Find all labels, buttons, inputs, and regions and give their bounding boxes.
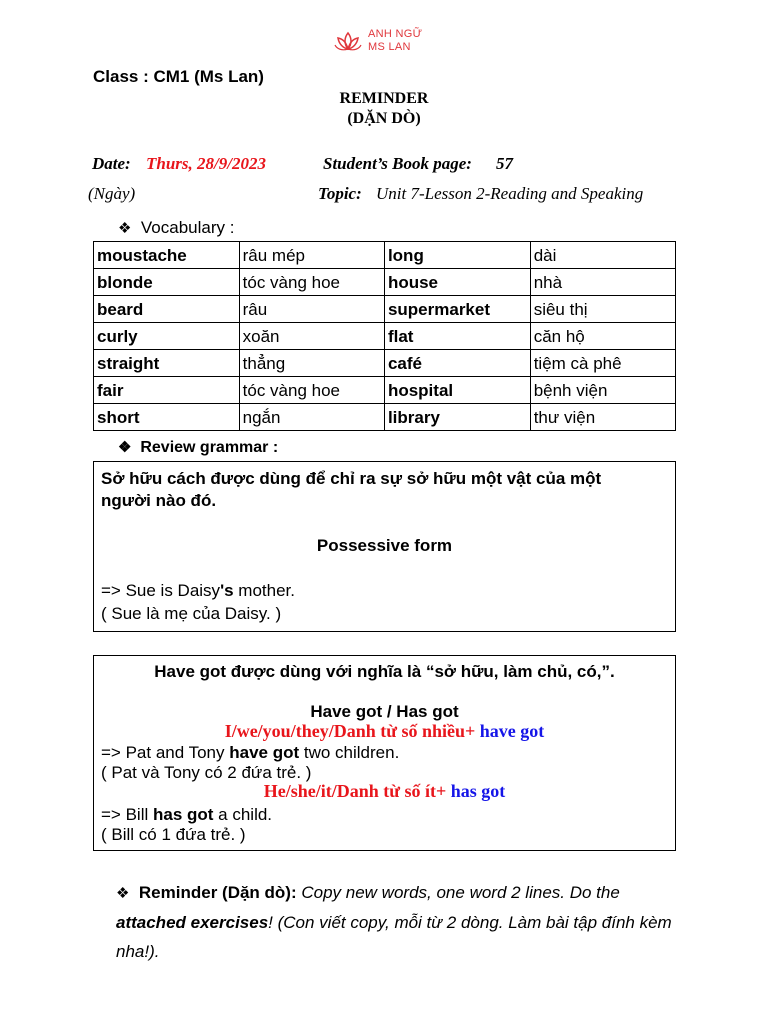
vocab-word: flat xyxy=(384,323,530,350)
table-row xyxy=(94,350,676,377)
has-got-example: => Bill has got a child. xyxy=(101,805,273,824)
vocabulary-table xyxy=(93,241,676,431)
possessive-box xyxy=(93,461,676,632)
vocab-word: beard xyxy=(94,296,240,323)
table-row xyxy=(94,242,676,269)
vocab-word: curly xyxy=(94,323,240,350)
have-got-example: => Pat and Tony have got two children. xyxy=(101,743,400,762)
diamond-bullet-icon: ❖ xyxy=(116,885,130,902)
possessive-example-vi: ( Sue là mẹ của Daisy. ) xyxy=(101,604,282,623)
diamond-bullet-icon: ❖ xyxy=(118,220,132,237)
vocab-meaning: dài xyxy=(530,242,675,269)
vocab-word: library xyxy=(384,404,530,431)
table-row xyxy=(94,377,676,404)
reminder-paragraph xyxy=(116,878,676,966)
title-dan-do: (DẶN DÒ) xyxy=(347,110,421,127)
table-row xyxy=(94,404,676,431)
vocab-meaning: siêu thị xyxy=(530,296,675,323)
vocab-word: straight xyxy=(94,350,240,377)
logo-line-2: MS LAN xyxy=(368,41,411,53)
has-got-rule: He/she/it/Danh từ số ít+ has got xyxy=(263,781,506,801)
vocab-meaning: râu xyxy=(239,296,384,323)
vocab-word: moustache xyxy=(94,242,240,269)
vocab-meaning: căn hộ xyxy=(530,323,675,350)
have-got-intro: Have got được dùng với nghĩa là “sở hữu, làm chủ, có,”. xyxy=(154,662,615,681)
logo-line-1: ANH NGỮ xyxy=(368,28,423,40)
topic-label: Topic: xyxy=(318,184,362,203)
vocab-meaning: nhà xyxy=(530,269,675,296)
date-value: Thurs, 28/9/2023 xyxy=(146,154,266,173)
reminder-heading: Reminder (Dặn dò): xyxy=(138,883,297,902)
vocab-word: house xyxy=(384,269,530,296)
reminder-text-2: ! (Con viết copy, mỗi từ 2 dòng. Làm bài tập đính kèm nha!). xyxy=(116,913,672,961)
vocab-meaning: tóc vàng hoe xyxy=(239,377,384,404)
vocab-word: short xyxy=(94,404,240,431)
book-page-label: Student’s Book page: xyxy=(323,154,472,173)
has-got-example-vi: ( Bill có 1 đứa trẻ. ) xyxy=(101,825,246,844)
grammar-heading xyxy=(118,438,278,457)
possessive-example: => Sue is Daisy's mother. xyxy=(101,581,295,600)
have-got-rule: I/we/you/they/Danh từ số nhiều+ have got xyxy=(224,721,545,741)
vocab-meaning: ngắn xyxy=(239,404,384,431)
grammar-heading-text: Review grammar : xyxy=(140,439,279,456)
vocab-meaning: râu mép xyxy=(239,242,384,269)
book-page-value: 57 xyxy=(496,154,513,173)
reminder-attached-exercises: attached exercises xyxy=(116,913,269,932)
date-vi-label: (Ngày) xyxy=(88,184,136,203)
vocab-word: hospital xyxy=(384,377,530,404)
possessive-intro-2: người nào đó. xyxy=(101,491,217,510)
table-row xyxy=(94,269,676,296)
vocabulary-heading-text: Vocabulary : xyxy=(140,218,235,237)
class-line: Class : CM1 (Ms Lan) xyxy=(93,67,264,86)
possessive-intro-1: Sở hữu cách được dùng để chỉ ra sự sở hữu một vật của một xyxy=(101,469,602,488)
reminder-text-1: Copy new words, one word 2 lines. Do the xyxy=(296,883,620,902)
diamond-bullet-icon: ❖ xyxy=(118,439,132,456)
vocab-meaning: thẳng xyxy=(239,350,384,377)
vocab-meaning: tiệm cà phê xyxy=(530,350,675,377)
vocab-word: café xyxy=(384,350,530,377)
vocab-word: supermarket xyxy=(384,296,530,323)
date-label: Date: xyxy=(92,154,131,173)
table-row xyxy=(94,296,676,323)
title-reminder: REMINDER xyxy=(339,90,429,107)
vocab-meaning: thư viện xyxy=(530,404,675,431)
have-got-form-title: Have got / Has got xyxy=(310,702,459,721)
have-got-example-vi: ( Pat và Tony có 2 đứa trẻ. ) xyxy=(101,763,312,782)
vocab-word: blonde xyxy=(94,269,240,296)
vocab-meaning: bệnh viện xyxy=(530,377,675,404)
vocab-meaning: xoăn xyxy=(239,323,384,350)
possessive-form-title: Possessive form xyxy=(316,536,453,555)
lotus-icon xyxy=(334,30,362,52)
vocab-word: fair xyxy=(94,377,240,404)
vocab-meaning: tóc vàng hoe xyxy=(239,269,384,296)
vocab-word: long xyxy=(384,242,530,269)
table-row xyxy=(94,323,676,350)
topic-value: Unit 7-Lesson 2-Reading and Speaking xyxy=(376,184,644,203)
logo xyxy=(334,28,434,58)
have-got-box xyxy=(93,655,676,851)
vocabulary-heading xyxy=(118,218,234,238)
